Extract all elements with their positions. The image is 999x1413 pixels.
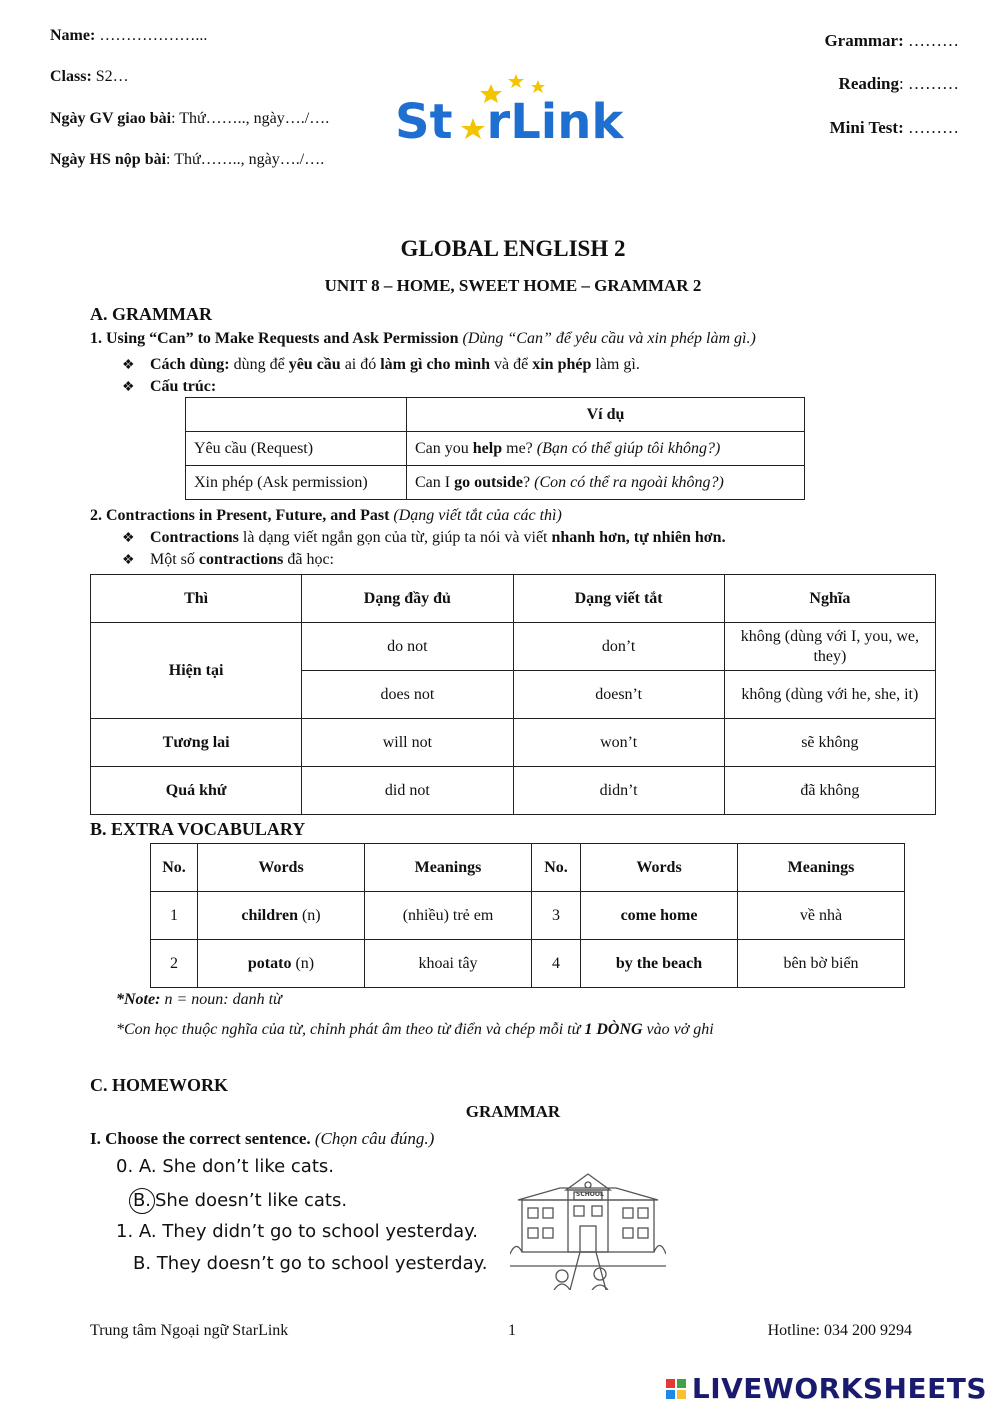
- contractions-bold-end: nhanh hơn, tự nhiên hơn.: [551, 529, 726, 546]
- vocab-word: [198, 940, 365, 988]
- logo-text-st: St: [395, 94, 453, 150]
- diamond-bullet-icon: ❖: [122, 358, 135, 373]
- col-header-full: Dạng đầy đủ: [302, 575, 513, 623]
- vocab-number: 1: [151, 892, 198, 940]
- table-header-row: [91, 575, 936, 623]
- contractions-bullet: [122, 529, 726, 547]
- instruction-text: vào vở ghi: [642, 1021, 714, 1038]
- usage-bold-request: yêu cầu: [288, 356, 341, 373]
- structure-label: Cấu trúc:: [150, 378, 217, 395]
- reading-value: : ………: [899, 74, 959, 93]
- col-header-words: Words: [198, 844, 365, 892]
- full-form: do not: [302, 623, 513, 671]
- tense-past: Quá khứ: [91, 767, 302, 815]
- meaning: đã không: [724, 767, 935, 815]
- vocab-meaning: khoai tây: [365, 940, 532, 988]
- short-form: don’t: [513, 623, 724, 671]
- word-text: children: [241, 906, 298, 924]
- vocabulary-table: [150, 843, 905, 988]
- col-header-no: No.: [151, 844, 198, 892]
- grammar-label: Grammar:: [824, 31, 904, 50]
- instruction-text: *Con học thuộc nghĩa của từ, chỉnh phát âm theo từ điển và chép mỗi từ: [116, 1021, 585, 1038]
- col-header-words: Words: [581, 844, 738, 892]
- structure-bullet: [122, 378, 216, 396]
- class-value: S2…: [91, 68, 129, 85]
- table-row: [91, 767, 936, 815]
- question-0-option-b[interactable]: [133, 1188, 347, 1214]
- col-header-tense: Thì: [91, 575, 302, 623]
- table-header-row: [151, 844, 905, 892]
- table-row: [151, 940, 905, 988]
- page-title: GLOBAL ENGLISH 2: [400, 236, 626, 261]
- contractions-table: [90, 574, 936, 815]
- student-name-line: [50, 27, 207, 45]
- col-header-meaning: Nghĩa: [724, 575, 935, 623]
- grammar-value: ………: [903, 31, 959, 50]
- note-text: n = noun: danh từ: [160, 991, 282, 1008]
- table-header-example: Ví dụ: [407, 398, 805, 432]
- exercise-title: I. Choose the correct sentence.: [90, 1129, 311, 1148]
- usage-bold-do: làm gì cho mình: [380, 356, 491, 373]
- part-of-speech: (n): [291, 954, 315, 972]
- liveworksheets-logo-icon: [666, 1379, 686, 1399]
- submit-label: Ngày HS nộp bài: [50, 151, 167, 168]
- assign-date-line: [50, 110, 329, 128]
- table-row: [186, 398, 805, 432]
- point2-translation: (Dạng viết tắt của các thì): [389, 507, 562, 524]
- full-form: does not: [302, 671, 513, 719]
- table-row: [186, 432, 805, 466]
- short-form: didn’t: [513, 767, 724, 815]
- assign-label: Ngày GV giao bài: [50, 110, 172, 127]
- homework-grammar-title: GRAMMAR: [465, 1102, 561, 1121]
- submit-date-line: [50, 151, 324, 169]
- class-label: Class:: [50, 68, 92, 85]
- vocab-word: [198, 892, 365, 940]
- question-1-option-b[interactable]: B. They doesn’t go to school yesterday.: [133, 1253, 488, 1274]
- study-instruction: [116, 1021, 714, 1039]
- usage-bullet: [122, 356, 640, 374]
- row-label: Xin phép (Ask permission): [186, 466, 407, 500]
- name-value: ………………...: [95, 27, 208, 44]
- can-structure-table: [185, 397, 805, 500]
- school-building-icon: [510, 1170, 666, 1290]
- grammar-score-line: [824, 31, 959, 51]
- table-row: [91, 623, 936, 671]
- col-header-no: No.: [532, 844, 581, 892]
- starlink-logo: [395, 72, 640, 152]
- example-cell: [407, 432, 805, 466]
- exercise-1-instruction: [90, 1129, 434, 1149]
- some-text: Một số: [150, 551, 199, 568]
- example-text: Can I: [415, 473, 455, 491]
- row-label: Yêu cầu (Request): [186, 432, 407, 466]
- reading-label: Reading: [838, 74, 900, 93]
- example-translation: (Bạn có thể giúp tôi không?): [532, 439, 721, 457]
- section-c-heading: C. HOMEWORK: [90, 1075, 228, 1095]
- footer-hotline: Hotline: 034 200 9294: [767, 1322, 912, 1339]
- contractions-bold: Contractions: [150, 529, 239, 546]
- vocab-number: 4: [532, 940, 581, 988]
- question-0-option-a[interactable]: 0. A. She don’t like cats.: [116, 1156, 334, 1177]
- reading-score-line: [839, 74, 959, 94]
- point1-title: 1. Using “Can” to Make Requests and Ask Permission: [90, 330, 459, 347]
- meaning: sẽ không: [724, 719, 935, 767]
- example-text: Can you: [415, 439, 473, 457]
- logo-text-rlink: rLink: [486, 94, 624, 150]
- meaning: không (dùng với he, she, it): [724, 671, 935, 719]
- exercise-translation: (Chọn câu đúng.): [310, 1129, 435, 1148]
- point2-title: 2. Contractions in Present, Future, and Past: [90, 507, 390, 524]
- noun-note: [116, 991, 282, 1009]
- page-number: 1: [508, 1322, 516, 1339]
- submit-value: : Thứ…….., ngày…./….: [166, 151, 325, 168]
- meaning: không (dùng với I, you, we, they): [724, 623, 935, 671]
- example-cell: [407, 466, 805, 500]
- usage-label: Cách dùng:: [150, 356, 230, 373]
- word-text: potato: [247, 954, 292, 972]
- question-1-option-a[interactable]: 1. A. They didn’t go to school yesterday.: [116, 1221, 478, 1242]
- grammar-point-2: [90, 507, 562, 525]
- example-bold: help: [472, 439, 503, 457]
- col-header-short: Dạng viết tắt: [513, 575, 724, 623]
- tense-future: Tương lai: [91, 719, 302, 767]
- answer-circle: B.: [129, 1188, 155, 1214]
- note-label: *Note:: [116, 991, 161, 1008]
- grammar-point-1: [90, 330, 756, 348]
- part-of-speech: (n): [297, 906, 321, 924]
- vocab-meaning: về nhà: [738, 892, 905, 940]
- assign-value: : Thứ…….., ngày…./….: [171, 110, 330, 127]
- logo-wordmark: [395, 94, 623, 150]
- diamond-bullet-icon: ❖: [122, 380, 135, 395]
- table-row: [91, 719, 936, 767]
- unit-subtitle: UNIT 8 – HOME, SWEET HOME – GRAMMAR 2: [324, 276, 702, 295]
- school-illustration: [510, 1170, 666, 1290]
- example-bold: go outside: [454, 473, 524, 491]
- example-translation: (Con có thể ra ngoài không?): [530, 473, 724, 491]
- diamond-bullet-icon: ❖: [122, 553, 135, 568]
- diamond-bullet-icon: ❖: [122, 531, 135, 546]
- short-form: doesn’t: [513, 671, 724, 719]
- footer-center-name: Trung tâm Ngoại ngữ StarLink: [90, 1322, 289, 1339]
- section-a-heading: A. GRAMMAR: [90, 304, 212, 324]
- col-header-meanings: Meanings: [365, 844, 532, 892]
- contractions-text: là dạng viết ngắn gọn của từ, giúp ta nói và viết: [238, 529, 552, 546]
- example-text: me?: [502, 439, 533, 457]
- school-sign-text: SCHOOL: [576, 1191, 604, 1198]
- some-contractions-bullet: [122, 551, 334, 569]
- vocab-word: by the beach: [581, 940, 738, 988]
- option-text: She doesn’t like cats.: [155, 1190, 348, 1211]
- table-row: [151, 892, 905, 940]
- some-bold: contractions: [198, 551, 284, 568]
- full-form: will not: [302, 719, 513, 767]
- vocab-number: 3: [532, 892, 581, 940]
- tense-present: Hiện tại: [91, 623, 302, 719]
- usage-text: làm gì.: [591, 356, 640, 373]
- short-form: won’t: [513, 719, 724, 767]
- usage-text: ai đó: [340, 356, 381, 373]
- name-label: Name:: [50, 27, 96, 44]
- table-cell-empty: [186, 398, 407, 432]
- class-line: [50, 68, 129, 86]
- section-b-heading: B. EXTRA VOCABULARY: [90, 819, 306, 839]
- table-row: [186, 466, 805, 500]
- some-text: đã học:: [283, 551, 334, 568]
- example-text: ?: [523, 473, 531, 491]
- vocab-meaning: (nhiều) trẻ em: [365, 892, 532, 940]
- col-header-meanings: Meanings: [738, 844, 905, 892]
- usage-text: dùng để: [229, 356, 289, 373]
- minitest-score-line: [830, 118, 959, 138]
- usage-bold-permission: xin phép: [532, 356, 592, 373]
- liveworksheets-watermark: [666, 1372, 987, 1405]
- full-form: did not: [302, 767, 513, 815]
- usage-text: và để: [490, 356, 533, 373]
- minitest-value: ………: [903, 118, 959, 137]
- watermark-text: LIVEWORKSHEETS: [691, 1372, 987, 1405]
- minitest-label: Mini Test:: [829, 118, 904, 137]
- vocab-meaning: bên bờ biển: [738, 940, 905, 988]
- vocab-word: come home: [581, 892, 738, 940]
- point1-translation: (Dùng “Can” để yêu cầu và xin phép làm gì.): [458, 330, 756, 347]
- instruction-bold: 1 DÒNG: [584, 1021, 643, 1038]
- vocab-number: 2: [151, 940, 198, 988]
